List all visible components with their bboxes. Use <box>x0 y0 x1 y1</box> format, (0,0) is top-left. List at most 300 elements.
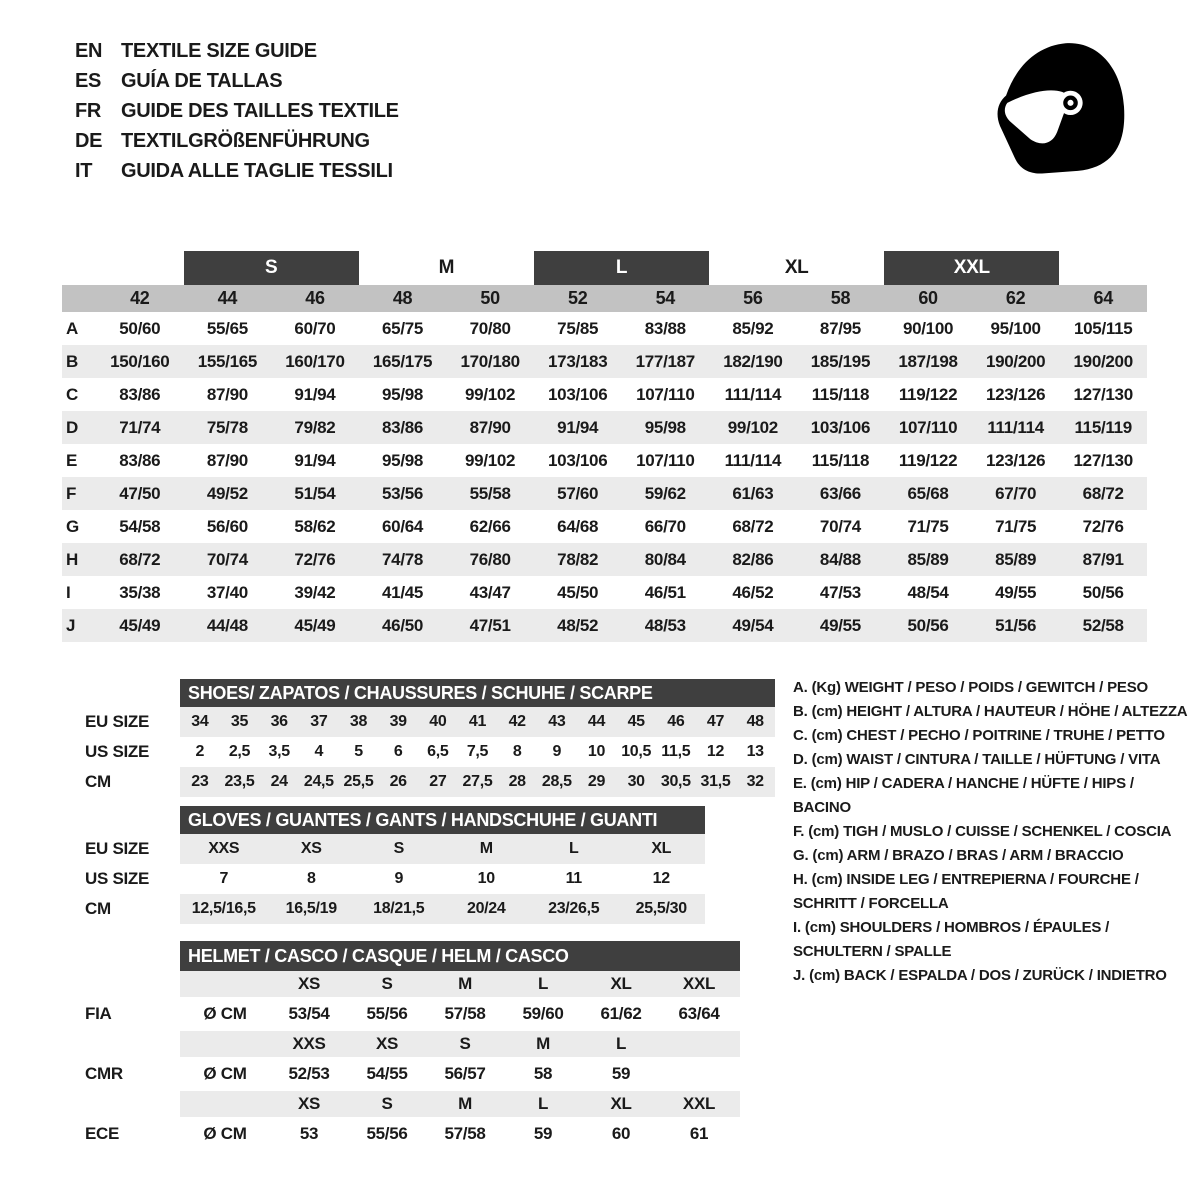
shoe-size-value: 36 <box>270 713 288 730</box>
shoes-cm-values <box>180 767 775 797</box>
size-number: 52 <box>567 288 588 308</box>
measurement-value: 165/175 <box>372 351 433 371</box>
measurement-value: 123/126 <box>985 450 1046 470</box>
size-number: 56 <box>743 288 763 308</box>
helmet-size-value: 59/60 <box>522 1004 564 1023</box>
shoe-size-value: 38 <box>349 713 368 730</box>
helmet-size-value: XS <box>297 1094 321 1113</box>
measurement-value: 60/64 <box>382 516 424 536</box>
measurement-value: 72/76 <box>294 549 336 569</box>
measurement-value: 78/82 <box>557 549 599 569</box>
shoe-size-value: 6,5 <box>427 743 449 760</box>
glove-size-value: 12 <box>652 870 670 887</box>
measurement-row <box>62 609 1147 642</box>
measurement-value: 48/52 <box>557 615 599 635</box>
helmet-size-value: 53/54 <box>288 1004 330 1023</box>
glove-size-value: S <box>393 840 404 857</box>
measurement-value: 60/70 <box>294 318 336 338</box>
row-values <box>96 616 1147 636</box>
shoe-size-value: 3,5 <box>268 743 290 760</box>
glove-size-value: 18/21,5 <box>373 900 425 917</box>
page-title: GUIDE DES TAILLES TEXTILE <box>121 99 399 122</box>
size-number: 64 <box>1093 288 1113 308</box>
helmet-size-value: M <box>458 1094 472 1113</box>
measurement-value: 64/68 <box>557 516 599 536</box>
page-title: TEXTILGRÖßENFÜHRUNG <box>121 129 370 152</box>
measurement-value: 160/170 <box>285 351 345 371</box>
measurement-value: 48/53 <box>644 615 686 635</box>
measurement-value: 46/52 <box>732 582 774 602</box>
measurement-value: 127/130 <box>1073 450 1133 470</box>
measurement-value: 119/122 <box>898 384 958 404</box>
measurement-value: 182/190 <box>723 351 783 371</box>
helmet-icon <box>983 36 1141 194</box>
measurement-value: 103/106 <box>548 450 608 470</box>
helmet-size-value: S <box>381 1094 393 1113</box>
measurement-value: 51/56 <box>995 615 1037 635</box>
legend-item: F. (cm) TIGH / MUSLO / CUISSE / SCHENKEL / COSCIA <box>793 823 1172 840</box>
glove-size-value: 12,5/16,5 <box>191 900 256 917</box>
shoe-size-value: 48 <box>746 713 764 730</box>
helmet-size-value: 52/53 <box>288 1064 330 1083</box>
helmet-row-values <box>180 1117 740 1151</box>
row-letter: D <box>66 417 78 437</box>
row-label-eu-size: EU SIZE <box>85 839 150 858</box>
measurement-value: 66/70 <box>644 516 686 536</box>
helmet-size-value: XS <box>375 1034 399 1053</box>
measurement-value: 65/68 <box>907 483 949 503</box>
helmet-size-value: 59 <box>611 1064 631 1083</box>
legend-item: G. (cm) ARM / BRAZO / BRAS / ARM / BRACCIO <box>793 847 1124 864</box>
helmet-row <box>85 1031 740 1057</box>
measurement-value: 61/63 <box>732 483 774 503</box>
shoe-size-value: 46 <box>667 713 685 730</box>
measurement-legend <box>793 676 1193 988</box>
shoe-size-value: 5 <box>354 743 363 760</box>
measurement-value: 107/110 <box>898 417 958 437</box>
glove-size-value: 8 <box>306 870 316 887</box>
measurement-value: 51/54 <box>294 483 336 503</box>
shoe-size-value: 12 <box>706 743 725 760</box>
helmet-size-value: 63/64 <box>678 1004 720 1023</box>
measurement-value: 70/74 <box>819 516 861 536</box>
measurement-value: 53/56 <box>382 483 424 503</box>
measurement-row <box>62 576 1147 609</box>
measurement-value: 85/92 <box>732 318 774 338</box>
measurement-value: 35/38 <box>119 582 161 602</box>
shoes-eu-values <box>180 707 775 737</box>
shoe-size-value: 30 <box>627 773 645 790</box>
measurement-value: 119/122 <box>898 450 958 470</box>
measurement-value: 49/55 <box>819 615 861 635</box>
language-row <box>75 96 399 126</box>
shoe-size-value: 29 <box>587 773 606 790</box>
glove-size-value: M <box>479 840 493 857</box>
row-label-cm: CM <box>85 772 111 791</box>
measurement-value: 71/75 <box>907 516 949 536</box>
shoe-size-value: 27 <box>429 773 447 790</box>
measurement-value: 99/102 <box>465 450 516 470</box>
shoe-size-value: 24,5 <box>303 773 334 790</box>
measurement-value: 87/90 <box>206 450 248 470</box>
row-values <box>96 550 1147 570</box>
language-code: FR <box>75 99 102 122</box>
helmet-size-value: 55/56 <box>366 1124 408 1143</box>
measurement-value: 41/45 <box>382 582 424 602</box>
measurement-value: 83/88 <box>644 318 686 338</box>
measurement-value: 107/110 <box>636 384 695 404</box>
measurement-value: 45/50 <box>557 582 599 602</box>
measurement-value: 50/60 <box>119 318 161 338</box>
shoe-size-value: 13 <box>746 743 764 760</box>
language-code: ES <box>75 69 102 92</box>
helmet-row-values <box>180 1057 740 1091</box>
measurement-value: 111/114 <box>724 450 782 470</box>
language-row <box>75 36 399 66</box>
gloves-table <box>85 806 705 924</box>
measurement-value: 127/130 <box>1073 384 1133 404</box>
measurement-value: 43/47 <box>469 582 511 602</box>
shoe-size-value: 43 <box>548 713 566 730</box>
measurement-value: 75/78 <box>206 417 248 437</box>
shoe-size-value: 28,5 <box>541 773 572 790</box>
shoe-size-value: 2,5 <box>228 743 251 760</box>
size-group-l: L <box>534 251 709 285</box>
measurement-value: 68/72 <box>732 516 774 536</box>
row-values <box>96 517 1147 537</box>
measurement-value: 83/86 <box>119 384 161 404</box>
measurement-row <box>62 444 1147 477</box>
size-number: 44 <box>217 288 238 308</box>
language-code: IT <box>75 159 93 182</box>
measurement-value: 52/58 <box>1082 615 1124 635</box>
measurement-value: 45/49 <box>119 615 161 635</box>
measurement-value: 123/126 <box>985 384 1046 404</box>
shoe-size-value: 44 <box>587 713 606 730</box>
shoe-size-value: 27,5 <box>462 773 493 790</box>
shoe-size-value: 10 <box>587 743 606 760</box>
measurement-value: 39/42 <box>294 582 336 602</box>
glove-size-value: 16,5/19 <box>285 900 337 917</box>
language-code: DE <box>75 129 103 152</box>
legend-item: D. (cm) WAIST / CINTURA / TAILLE / HÜFTUNG / VITA <box>793 751 1161 768</box>
measurement-value: 187/198 <box>898 351 958 371</box>
page-title: TEXTILE SIZE GUIDE <box>121 39 317 62</box>
measurement-value: 45/49 <box>294 615 336 635</box>
measurement-row <box>62 378 1147 411</box>
helmet-size-value: L <box>537 1094 549 1113</box>
row-letter: C <box>66 384 78 404</box>
helmet-size-value: 53 <box>299 1124 319 1143</box>
helmet-row <box>85 1117 740 1151</box>
measurement-value: 58/62 <box>294 516 336 536</box>
measurement-value: 115/118 <box>811 384 870 404</box>
glove-size-value: 10 <box>477 870 495 887</box>
measurement-value: 85/89 <box>907 549 949 569</box>
measurement-value: 79/82 <box>294 417 336 437</box>
helmet-size-value: 55/56 <box>366 1004 408 1023</box>
legend-item: J. (cm) BACK / ESPALDA / DOS / ZURÜCK / INDIETRO <box>793 967 1167 984</box>
shoe-size-value: 7,5 <box>466 743 489 760</box>
helmet-row <box>85 997 740 1031</box>
measurement-value: 85/89 <box>995 549 1037 569</box>
row-values <box>96 583 1147 603</box>
row-label-us-size: US SIZE <box>85 742 150 761</box>
shoe-size-value: 23 <box>191 773 209 790</box>
measurement-value: 47/50 <box>119 483 161 503</box>
measurement-value: 185/195 <box>810 351 871 371</box>
helmet-size-value: XL <box>610 1094 632 1113</box>
shoe-size-value: 6 <box>393 743 403 760</box>
measurement-value: 63/66 <box>819 483 861 503</box>
measurement-value: 70/74 <box>206 549 248 569</box>
measurement-row <box>62 477 1147 510</box>
row-label-cm: CM <box>85 899 111 918</box>
measurement-value: 74/78 <box>382 549 424 569</box>
helmet-size-value: S <box>381 974 393 993</box>
measurement-value: 105/115 <box>1073 318 1133 338</box>
measurement-value: 47/53 <box>819 582 861 602</box>
glove-size-value: 25,5/30 <box>635 900 687 917</box>
measurement-value: 75/85 <box>557 318 599 338</box>
glove-size-value: XL <box>651 840 672 857</box>
helmet-size-value: 61 <box>689 1124 709 1143</box>
row-letter: H <box>66 549 78 569</box>
numeric-size-header <box>62 285 1147 312</box>
glove-size-value: 7 <box>219 870 229 887</box>
shoe-size-value: 2 <box>195 743 205 760</box>
page-title: GUÍA DE TALLAS <box>121 69 283 92</box>
shoe-size-value: 26 <box>389 773 407 790</box>
measurement-value: 111/114 <box>987 417 1044 437</box>
shoe-size-value: 39 <box>389 713 407 730</box>
glove-size-value: 23/26,5 <box>548 900 600 917</box>
helmet-size-value: Ø CM <box>203 1124 247 1143</box>
measurement-value: 90/100 <box>902 318 954 338</box>
measurement-value: 65/75 <box>382 318 424 338</box>
measurement-value: 54/58 <box>119 516 161 536</box>
measurement-value: 44/48 <box>206 615 248 635</box>
helmet-size-value: XS <box>297 974 321 993</box>
helmet-size-value: L <box>537 974 549 993</box>
helmet-size-value: 57/58 <box>444 1004 486 1023</box>
measurement-value: 50/56 <box>1082 582 1124 602</box>
size-number: 58 <box>830 288 851 308</box>
helmet-size-value: 58 <box>533 1064 553 1083</box>
measurement-value: 170/180 <box>460 351 520 371</box>
glove-size-value: 11 <box>565 870 582 887</box>
shoe-size-value: 10,5 <box>621 743 652 760</box>
size-group-s: S <box>184 251 359 285</box>
shoe-size-value: 34 <box>191 713 209 730</box>
shoe-size-value: 45 <box>627 713 645 730</box>
shoe-size-value: 47 <box>706 713 725 730</box>
shoe-size-value: 23,5 <box>224 773 255 790</box>
shoes-eu-row <box>85 707 775 737</box>
measurement-value: 50/56 <box>907 615 949 635</box>
measurement-row <box>62 345 1147 378</box>
measurement-value: 67/70 <box>995 483 1037 503</box>
row-letter: E <box>66 450 78 470</box>
measurement-value: 84/88 <box>819 549 861 569</box>
measurement-value: 47/51 <box>469 615 511 635</box>
measurement-value: 177/187 <box>635 351 695 371</box>
glove-size-value: XXS <box>208 840 240 857</box>
size-number: 46 <box>305 288 325 308</box>
measurement-value: 82/86 <box>732 549 774 569</box>
measurement-value: 115/119 <box>1074 417 1132 437</box>
helmet-size-value: XL <box>610 974 632 993</box>
measurement-value: 46/50 <box>382 615 424 635</box>
row-values <box>96 352 1147 372</box>
measurement-value: 150/160 <box>110 351 170 371</box>
helmet-row-values <box>180 997 740 1031</box>
measurement-value: 49/54 <box>732 615 774 635</box>
size-number: 60 <box>918 288 938 308</box>
row-label-us-size: US SIZE <box>85 869 150 888</box>
row-values <box>96 451 1147 471</box>
shoes-table <box>85 679 775 797</box>
measurement-value: 87/91 <box>1082 549 1124 569</box>
measurement-value: 62/66 <box>469 516 511 536</box>
row-label-eu-size: EU SIZE <box>85 712 150 731</box>
measurement-value: 103/106 <box>548 384 608 404</box>
gloves-us-values <box>180 864 705 894</box>
gloves-cm-values <box>180 894 705 924</box>
legend-item: E. (cm) HIP / CADERA / HANCHE / HÜFTE / HIPS / BACINO <box>793 775 1134 816</box>
helmet-size-value: XXL <box>682 1094 716 1113</box>
helmet-size-value: 57/58 <box>444 1124 486 1143</box>
measurement-value: 95/100 <box>990 318 1041 338</box>
measurement-row <box>62 312 1147 345</box>
gloves-cm-row <box>85 894 705 924</box>
shoes-us-row <box>85 737 775 767</box>
gloves-eu-values <box>180 834 705 864</box>
language-title-list <box>75 36 399 186</box>
glove-size-value: 9 <box>394 870 404 887</box>
legend-item: B. (cm) HEIGHT / ALTURA / HAUTEUR / HÖHE / ALTEZZA <box>793 703 1188 720</box>
measurement-value: 95/98 <box>382 384 424 404</box>
standard-label: FIA <box>85 1004 112 1023</box>
glove-size-value: 20/24 <box>466 900 506 917</box>
glove-size-value: XS <box>300 840 322 857</box>
shoes-us-values <box>180 737 775 767</box>
legend-item: H. (cm) INSIDE LEG / ENTREPIERNA / FOURCHE / SCHRITT / FORCELLA <box>793 871 1139 912</box>
helmet-row-values <box>180 1031 740 1057</box>
measurement-value: 115/118 <box>811 450 870 470</box>
shoe-size-value: 41 <box>468 713 487 730</box>
helmet-size-value: M <box>458 974 472 993</box>
helmet-size-value: M <box>536 1034 550 1053</box>
legend-item: A. (Kg) WEIGHT / PESO / POIDS / GEWITCH / PESO <box>793 679 1148 696</box>
measurement-value: 155/165 <box>197 351 258 371</box>
shoe-size-value: 40 <box>429 713 447 730</box>
helmet-size-value: XXS <box>292 1034 326 1053</box>
shoes-cm-row <box>85 767 775 797</box>
measurement-value: 46/51 <box>644 582 686 602</box>
glove-size-value: L <box>569 840 579 857</box>
measurement-value: 87/90 <box>469 417 511 437</box>
legend-item: C. (cm) CHEST / PECHO / POITRINE / TRUHE / PETTO <box>793 727 1165 744</box>
size-number: 48 <box>392 288 413 308</box>
language-row <box>75 66 399 96</box>
helmet-size-value: L <box>615 1034 627 1053</box>
measurement-row <box>62 543 1147 576</box>
measurement-row <box>62 510 1147 543</box>
row-letter: A <box>66 318 78 338</box>
measurement-value: 48/54 <box>907 582 949 602</box>
measurement-value: 83/86 <box>382 417 424 437</box>
measurement-value: 91/94 <box>557 417 599 437</box>
language-row <box>75 156 399 186</box>
measurement-rows <box>62 312 1147 642</box>
apparel-size-table <box>62 251 1147 642</box>
measurement-value: 99/102 <box>727 417 778 437</box>
helmet-row-values <box>180 971 740 997</box>
measurement-value: 80/84 <box>644 549 686 569</box>
shoe-size-value: 28 <box>508 773 526 790</box>
measurement-value: 72/76 <box>1082 516 1124 536</box>
measurement-value: 68/72 <box>119 549 161 569</box>
measurement-value: 95/98 <box>644 417 686 437</box>
size-number: 54 <box>655 288 675 308</box>
measurement-value: 70/80 <box>469 318 511 338</box>
measurement-value: 111/114 <box>724 384 782 404</box>
helmet-size-value: 56/57 <box>444 1064 486 1083</box>
size-number: 62 <box>1005 288 1026 308</box>
shoe-size-value: 24 <box>270 773 288 790</box>
row-letter: J <box>66 615 76 635</box>
measurement-value: 103/106 <box>810 417 871 437</box>
measurement-value: 55/65 <box>206 318 248 338</box>
shoe-size-value: 25,5 <box>343 773 374 790</box>
helmet-size-value: 54/55 <box>366 1064 408 1083</box>
helmet-size-value: 61/62 <box>600 1004 642 1023</box>
measurement-value: 37/40 <box>206 582 248 602</box>
helmet-size-value: 59 <box>533 1124 553 1143</box>
helmet-row-values <box>180 1091 740 1117</box>
row-letter: I <box>66 582 71 602</box>
gloves-us-row <box>85 864 705 894</box>
shoes-header-bar: SHOES/ ZAPATOS / CHAUSSURES / SCHUHE / SCARPE <box>180 679 775 707</box>
helmet-table <box>85 941 740 1151</box>
helmet-size-value: S <box>459 1034 471 1053</box>
row-letter: F <box>66 483 77 503</box>
shoe-size-value: 11,5 <box>661 743 691 760</box>
helmet-row <box>85 1057 740 1091</box>
measurement-value: 68/72 <box>1082 483 1124 503</box>
row-letter: G <box>66 516 79 536</box>
row-values <box>96 418 1147 438</box>
language-code: EN <box>75 39 103 62</box>
measurement-value: 56/60 <box>206 516 248 536</box>
size-group-header <box>62 251 1147 285</box>
helmet-rows <box>85 971 740 1151</box>
helmet-row <box>85 1091 740 1117</box>
measurement-value: 71/74 <box>119 417 161 437</box>
helmet-header-bar: HELMET / CASCO / CASQUE / HELM / CASCO <box>180 941 740 971</box>
size-number: 42 <box>130 288 150 308</box>
shoe-size-value: 9 <box>552 743 562 760</box>
shoe-size-value: 35 <box>230 713 249 730</box>
shoe-size-value: 42 <box>508 713 526 730</box>
row-values <box>96 484 1147 504</box>
measurement-value: 59/62 <box>644 483 686 503</box>
measurement-value: 87/90 <box>206 384 248 404</box>
helmet-size-value: Ø CM <box>203 1064 247 1083</box>
shoe-size-value: 4 <box>314 743 324 760</box>
helmet-row <box>85 971 740 997</box>
